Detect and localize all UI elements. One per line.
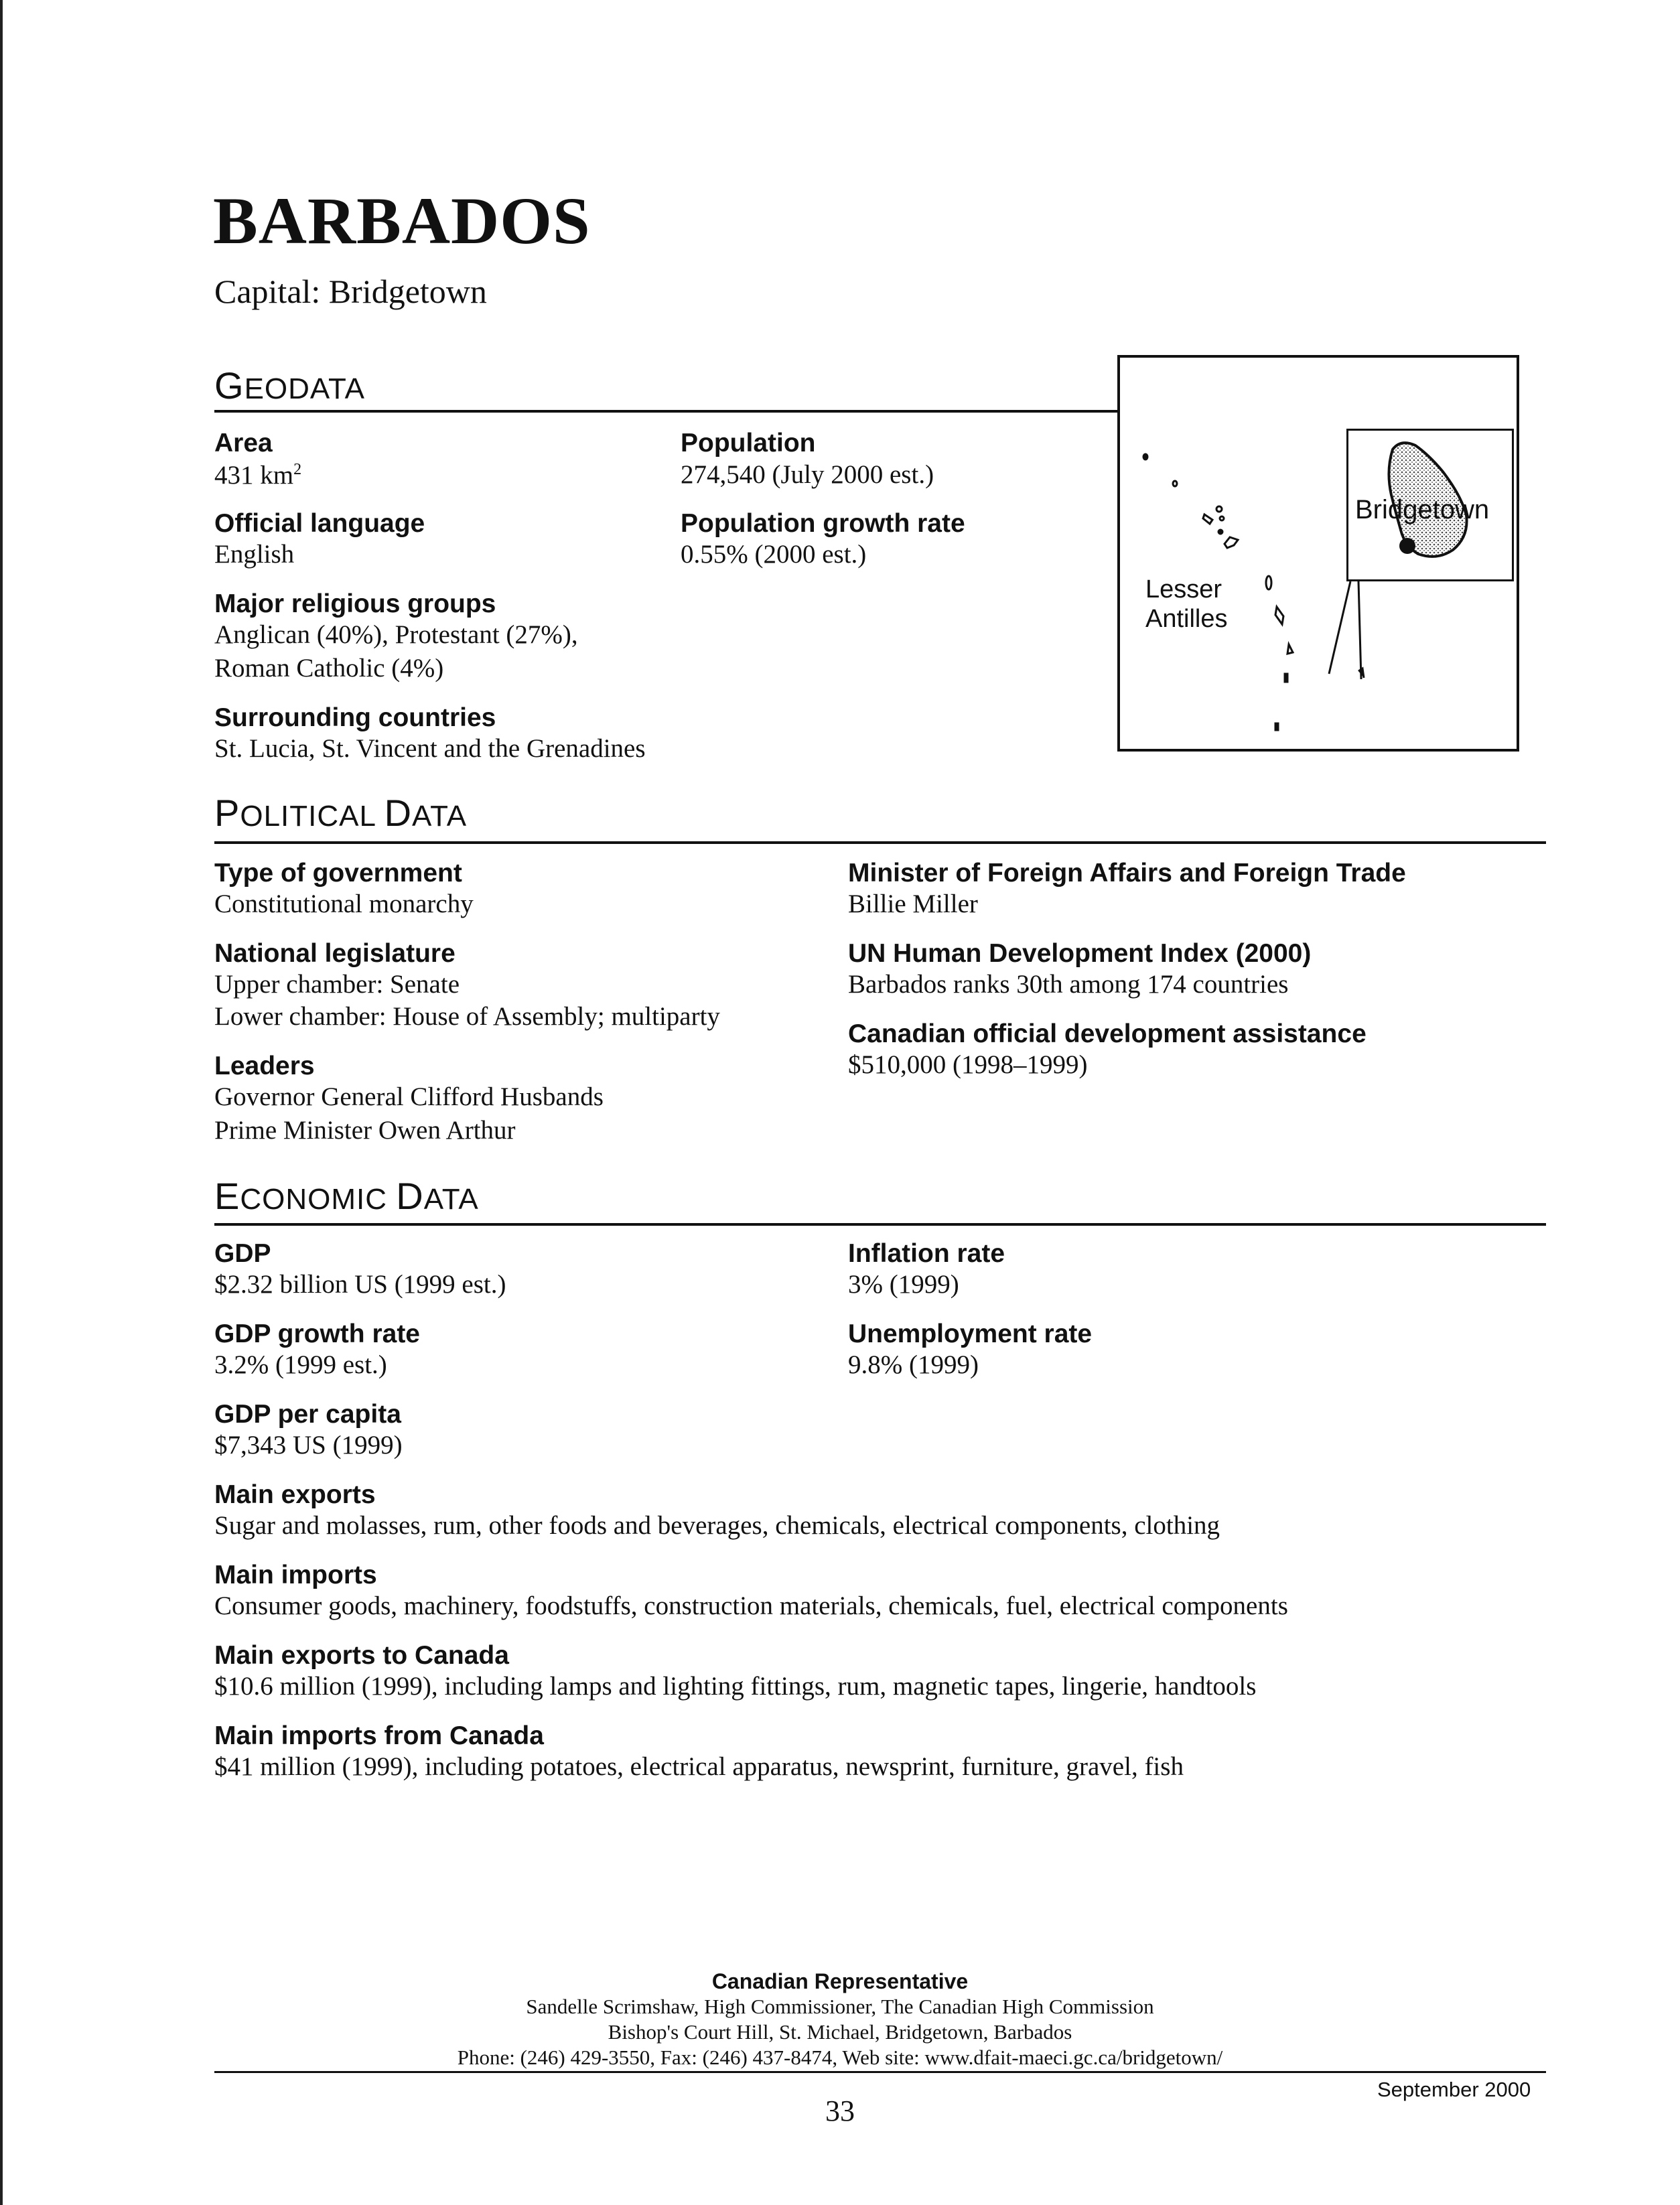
growth-value: 0.55% (2000 est.) [681,540,867,569]
gdp-per-capita-label: GDP per capita [214,1400,401,1429]
map-capital-label: Bridgetown [1355,495,1490,524]
gdp-growth-label: GDP growth rate [214,1320,420,1348]
capital-subtitle: Capital: Bridgetown [214,273,487,310]
population-label: Population [681,429,816,457]
imports-from-canada-label: Main imports from Canada [214,1721,544,1750]
geodata-rule [214,410,1119,413]
main-exports-value: Sugar and molasses, rum, other foods and beverages, chemicals, electrical components, clothing [214,1511,1220,1540]
footer-rule [214,2071,1546,2073]
scan-edge-line [0,0,3,2205]
representative-line-2: Bishop's Court Hill, St. Michael, Bridgetown, Barbados [608,2020,1072,2044]
leaders-value-line-2: Prime Minister Owen Arthur [214,1116,516,1145]
leaders-value-line-1: Governor General Clifford Husbands [214,1082,604,1111]
barbados-inset-map [1346,429,1514,581]
representative-heading: Canadian Representative [711,1969,969,1993]
government-type-label: Type of government [214,859,462,887]
inflation-label: Inflation rate [848,1239,1005,1268]
page-title: BARBADOS [213,184,591,258]
language-label: Official language [214,509,425,538]
surrounding-label: Surrounding countries [214,703,496,732]
unemployment-value: 9.8% (1999) [848,1350,979,1379]
legislature-value-line-1: Upper chamber: Senate [214,970,460,999]
gdp-value: $2.32 billion US (1999 est.) [214,1270,506,1299]
gdp-label: GDP [214,1239,271,1268]
economic-rule [214,1223,1546,1226]
section-heading-geodata: GEODATA [214,364,365,407]
imports-from-canada-value: $41 million (1999), including potatoes, electrical apparatus, newsprint, furniture, gravel, fish [214,1752,1184,1781]
religion-value-line-2: Roman Catholic (4%) [214,654,444,683]
page-number: 33 [825,2094,855,2127]
exports-to-canada-label: Main exports to Canada [214,1641,509,1670]
oda-label: Canadian official development assistance [848,1019,1367,1048]
main-exports-label: Main exports [214,1480,376,1509]
representative-line-1: Sandelle Scrimshaw, High Commissioner, The Canadian High Commission [526,1995,1154,2018]
growth-label: Population growth rate [681,509,965,538]
main-imports-value: Consumer goods, machinery, foodstuffs, construction materials, chemicals, fuel, electrical components [214,1591,1288,1620]
government-type-value: Constitutional monarchy [214,890,474,918]
legislature-value-line-2: Lower chamber: House of Assembly; multiparty [214,1002,720,1031]
religion-value-line-1: Anglican (40%), Protestant (27%), [214,620,578,649]
leaders-label: Leaders [214,1052,315,1080]
map-region-label-line-1: Lesser [1145,575,1222,603]
religion-label: Major religious groups [214,589,496,618]
main-imports-label: Main imports [214,1561,377,1589]
legislature-label: National legislature [214,939,456,968]
section-heading-political: POLITICAL DATA [214,792,468,834]
gdp-per-capita-value: $7,343 US (1999) [214,1431,403,1460]
political-rule [214,841,1546,844]
language-value: English [214,540,295,569]
gdp-growth-value: 3.2% (1999 est.) [214,1350,387,1379]
foreign-minister-label: Minister of Foreign Affairs and Foreign Trade [848,859,1406,887]
inflation-value: 3% (1999) [848,1270,959,1299]
publication-date: September 2000 [1377,2078,1531,2101]
surrounding-value: St. Lucia, St. Vincent and the Grenadines [214,734,646,763]
hdi-label: UN Human Development Index (2000) [848,939,1312,968]
area-label: Area [214,429,273,457]
area-value: 431 $km^2$ [214,461,302,490]
unemployment-label: Unemployment rate [848,1320,1093,1348]
foreign-minister-value: Billie Miller [848,890,978,918]
map-region-label-line-2: Antilles [1145,605,1228,633]
representative-line-3: Phone: (246) 429-3550, Fax: (246) 437-8474, Web site: www.dfait-maeci.gc.ca/bridgetown/ [457,2046,1223,2069]
hdi-value: Barbados ranks 30th among 174 countries [848,970,1289,999]
exports-to-canada-value: $10.6 million (1999), including lamps and lighting fittings, rum, magnetic tapes, lingerie, handtools [214,1672,1257,1701]
oda-value: $510,000 (1998–1999) [848,1050,1088,1079]
population-value: 274,540 (July 2000 est.) [681,460,934,489]
section-heading-economic: ECONOMIC DATA [214,1175,479,1217]
